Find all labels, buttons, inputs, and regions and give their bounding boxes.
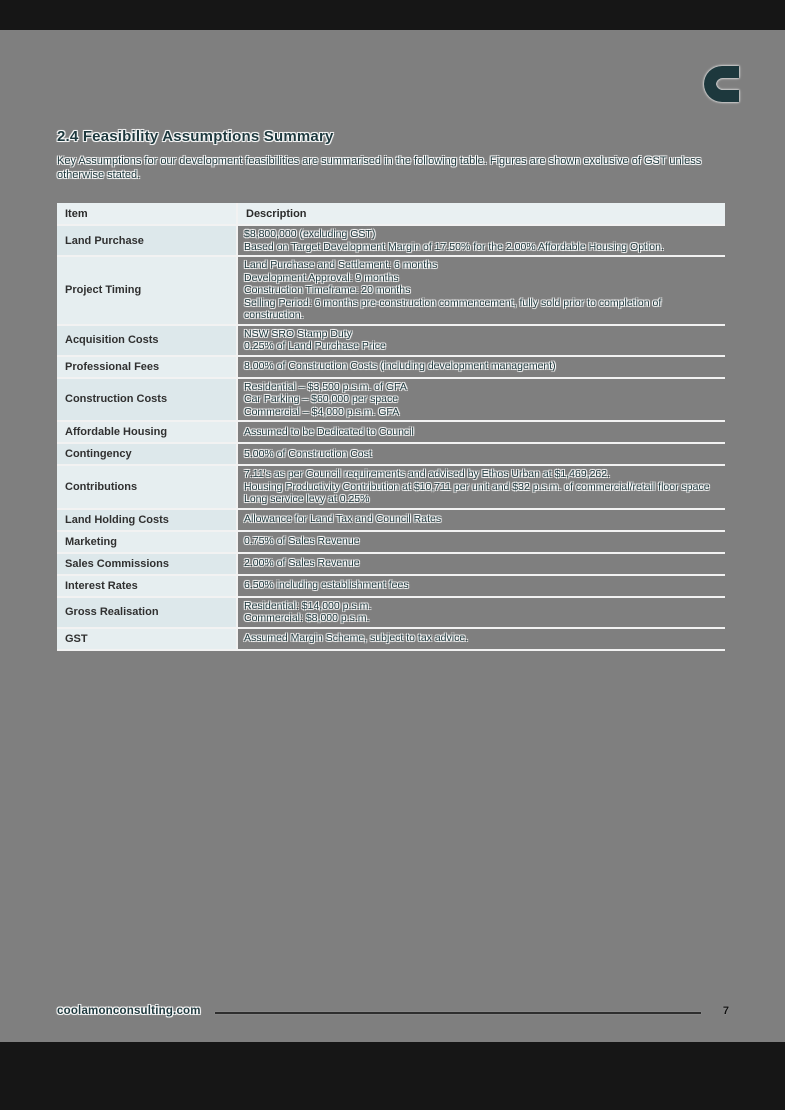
description-cell <box>237 325 725 356</box>
table-row <box>57 509 725 531</box>
description-line: Construction Timeframe: 20 months <box>244 284 411 296</box>
coolamon-c-logo <box>699 66 741 102</box>
item-cell: Affordable Housing <box>57 421 237 443</box>
item-cell: Gross Realisation <box>57 597 237 628</box>
description-line: 6.50% including establishment fees <box>244 579 409 592</box>
description-cell <box>237 225 725 256</box>
description-line: Residential: $14,000 p.s.m. <box>244 599 372 612</box>
item-cell: GST <box>57 628 237 650</box>
table-row <box>57 443 725 465</box>
table-row <box>57 465 725 509</box>
description-cell <box>237 356 725 378</box>
description-line: 7.11's as per Council requirements and advised by Ethos Urban at $1,469,262. <box>244 468 611 480</box>
description-line: 2.00% of Sales Revenue <box>244 557 360 570</box>
description-line: Selling Period: 6 months pre-construction commencement, fully sold prior to completion of construction. <box>244 296 662 321</box>
intro-paragraph: Key Assumptions for our development feasibilities are summarised in the following table. Figures are shown exclusive of GST unless otherwise stated. <box>57 155 702 181</box>
description-line: Land Purchase and Settlement: 6 months <box>244 259 438 271</box>
description-cell <box>237 378 725 422</box>
table-row <box>57 553 725 575</box>
assumptions-table <box>57 203 725 651</box>
description-line: Commercial – $4,000 p.s.m. GFA <box>244 405 400 418</box>
table-row <box>57 575 725 597</box>
description-line: $8,800,000 (excluding GST) <box>244 228 376 240</box>
item-cell: Contingency <box>57 443 237 465</box>
description-line: Assumed Margin Scheme, subject to tax advice. <box>244 632 469 645</box>
item-cell: Construction Costs <box>57 378 237 422</box>
description-cell <box>237 256 725 325</box>
table-row <box>57 256 725 325</box>
item-cell: Marketing <box>57 531 237 553</box>
table-row <box>57 597 725 628</box>
table-row <box>57 378 725 422</box>
item-cell: Land Holding Costs <box>57 509 237 531</box>
item-cell: Land Purchase <box>57 225 237 256</box>
description-line: Long service levy at 0.25% <box>244 493 370 505</box>
footer-page-number: 7 <box>722 1005 729 1017</box>
description-cell <box>237 628 725 650</box>
footer-divider <box>215 1012 701 1014</box>
table-row <box>57 356 725 378</box>
description-cell <box>237 509 725 531</box>
column-header-description: Description <box>237 203 725 225</box>
description-line: Car Parking – $60,000 per space <box>244 393 399 405</box>
table-row <box>57 531 725 553</box>
item-cell: Interest Rates <box>57 575 237 597</box>
description-cell <box>237 575 725 597</box>
assumptions-table-body <box>57 225 725 650</box>
section-heading: 2.4 Feasibility Assumptions Summary <box>57 128 334 145</box>
description-cell <box>237 597 725 628</box>
document-page <box>0 30 785 1042</box>
description-line: Based on Target Development Margin of 17.50% for the 2.00% Affordable Housing Option. <box>244 240 664 253</box>
description-line: Commercial: $8,000 p.s.m. <box>244 612 370 624</box>
table-row <box>57 225 725 256</box>
footer-website-link[interactable]: coolamonconsulting.com <box>57 1005 201 1017</box>
item-cell: Project Timing <box>57 256 237 325</box>
description-line: Residential – $3,500 p.s.m. of GFA <box>244 380 407 393</box>
table-row <box>57 628 725 650</box>
description-cell <box>237 465 725 509</box>
description-cell <box>237 421 725 443</box>
description-cell <box>237 443 725 465</box>
page-footer <box>57 1005 729 1017</box>
description-line: 0.75% of Sales Revenue <box>244 535 360 548</box>
description-line: 8.00% of Construction Costs (including development management) <box>244 360 556 373</box>
description-cell <box>237 553 725 575</box>
description-line: Assumed to be Dedicated to Council <box>244 425 414 438</box>
description-line: Development Approval: 9 months <box>244 271 399 284</box>
description-line: Housing Productivity Contribution at $10,711 per unit and $32 p.s.m. of commercial/retail floor space <box>244 480 710 493</box>
item-cell: Acquisition Costs <box>57 325 237 356</box>
description-cell <box>237 531 725 553</box>
description-line: 0.25% of Land Purchase Price <box>244 340 386 352</box>
table-header-row <box>57 203 725 225</box>
item-cell: Contributions <box>57 465 237 509</box>
item-cell: Sales Commissions <box>57 553 237 575</box>
item-cell: Professional Fees <box>57 356 237 378</box>
description-line: NSW SRO Stamp Duty <box>244 327 352 340</box>
description-line: 5.00% of Construction Cost <box>244 447 372 460</box>
description-line: Allowance for Land Tax and Council Rates <box>244 513 442 526</box>
column-header-item: Item <box>57 203 237 225</box>
table-row <box>57 421 725 443</box>
table-row <box>57 325 725 356</box>
